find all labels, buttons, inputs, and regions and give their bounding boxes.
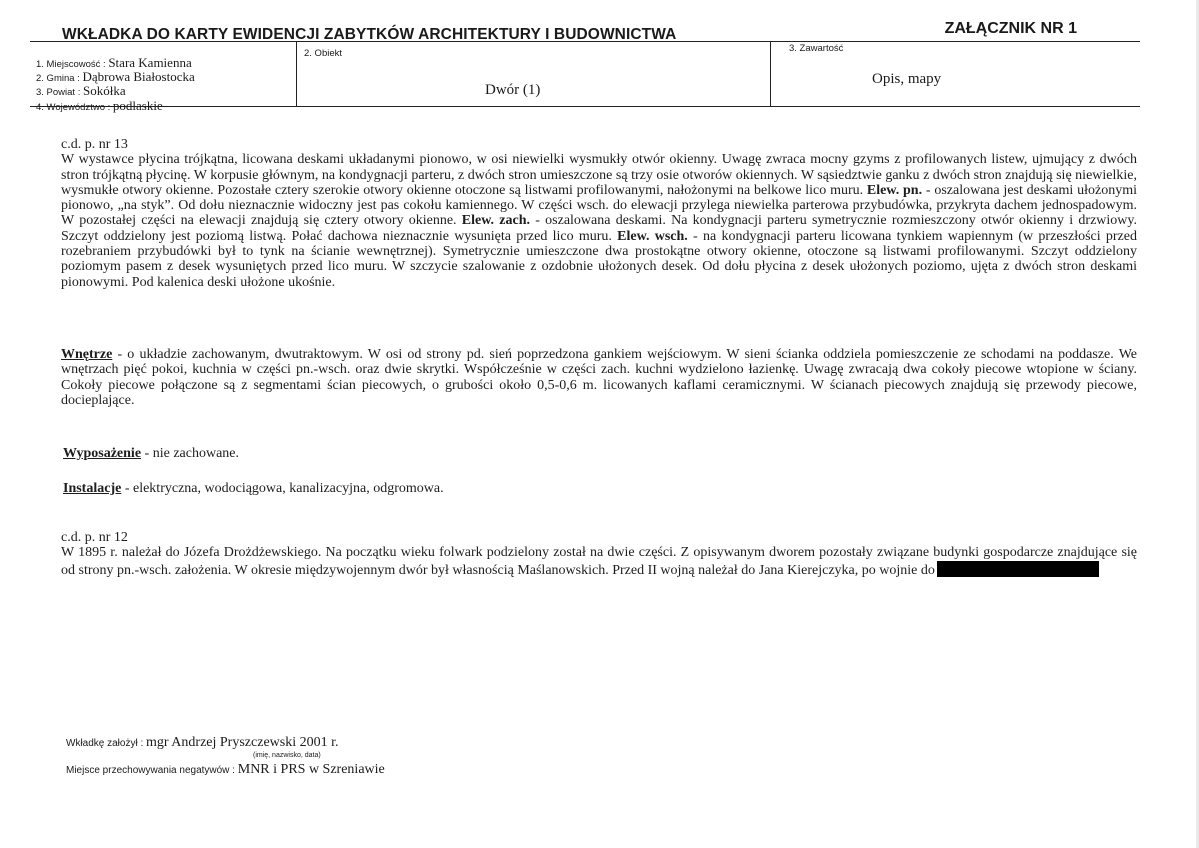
- text-segment: - na kondygnacji parteru licowana tynkiem wapiennym (w przeszłości przed rozebraniem przybudówki był to tynk na ścianie wewnętrznej). Symetrycznie umieszczone dwa prostokątne otwory okienne, otoczone są listwami profilowanymi. Szczyt oddzielony poziomym pasem z desek wysuniętych przed lico muru. W szczycie szalowanie z ozdobnie ułożonych desek. Od dołu płycina z desek ułożonych poziomo, ujęta z dwóch stron deskami pionowymi. Pod kalenica deski ułożone ukośnie.: [61, 228, 1137, 290]
- description-paragraph: [61, 137, 1137, 290]
- grid-divider: [770, 42, 771, 106]
- location-wojewodztwo: [36, 98, 163, 114]
- document-title: WKŁADKA DO KARTY EWIDENCJI ZABYTKÓW ARCHITEKTURY I BUDOWNICTWA: [62, 26, 677, 43]
- field-label: 4. Województwo :: [36, 102, 111, 113]
- text-segment: W 1895 r. należał do Józefa Drożdżewskiego. Na początku wieku folwark podzielony został na dwie części. Z opisywanym dworem pozostały związane budynki gospodarcze znajdujące się od strony pn.-wsch. założenia. W okresie międzywojennym dwór był własnością Maślanowskich. Przed II wojną należał do Jana Kierejczyka, po wojnie do: [61, 545, 1137, 578]
- field-value: Sokółka: [83, 83, 126, 98]
- text-segment: - elektryczna, wodociągowa, kanalizacyjna, odgromowa.: [121, 481, 444, 496]
- section-heading: Wnętrze: [61, 347, 113, 362]
- interior-paragraph: [61, 347, 1137, 408]
- field-label: 1. Miejscowość :: [36, 59, 106, 70]
- text-segment: - o układzie zachowanym, dwutraktowym. W osi od strony pd. sień poprzedzona gankiem wejściowym. W sieni ścianka oddziela pomieszczenie ze schodami na poddasze. We wnętrzach pięć pokoi, kuchnia w części pn.-wsch. oraz dwie skrytki. Współcześnie w części zach. kuchni wydzielono łazienkę. Uwagę zwracają dwa cokoły piecowe wtopione w ściany. Cokoły piecowe połączone są z segmentami ścian piecowych, o grubości około 0,5-0,6 m. licowanych kaflami ceramicznymi. W ścianach piecowych znajdują się przewody piecowe, docieplające.: [61, 347, 1137, 408]
- field-value: MNR i PRS w Szreniawie: [237, 762, 385, 777]
- section-heading: Instalacje: [63, 481, 122, 496]
- header-grid: [30, 42, 1140, 113]
- field-value: Stara Kamienna: [108, 55, 192, 70]
- history-paragraph: [61, 530, 1137, 578]
- contents-label: 3. Zawartość: [789, 43, 844, 54]
- author-sub-label: (imię, nazwisko, data): [253, 752, 321, 759]
- grid-divider: [296, 42, 297, 106]
- storage-line: [66, 762, 385, 778]
- section-heading: Wyposażenie: [63, 446, 142, 461]
- annex-label: ZAŁĄCZNIK NR 1: [944, 20, 1077, 37]
- section-heading: Elew. zach.: [461, 213, 531, 229]
- location-powiat: [36, 83, 126, 99]
- field-label: 2. Gmina :: [36, 73, 80, 84]
- equipment-paragraph: [63, 446, 1139, 461]
- text-segment: - nie zachowane.: [141, 446, 239, 461]
- object-label: 2. Obiekt: [304, 48, 343, 59]
- author-line: [66, 735, 339, 751]
- continuation-reference: c.d. p. nr 12: [61, 530, 128, 545]
- section-heading: Elew. wsch.: [617, 228, 688, 244]
- field-label: 3. Powiat :: [36, 87, 81, 98]
- text-segment: - oszalowana jest deskami ułożonymi pionowo, „na styk”. Od dołu nieznacznie widoczny jest pas cokołu kamiennego. W części wsch. do elewacji przylega niewielka parterowa przybudówka, przykryta dachem jednospadowym. W pozostałej części na elewacji znajdują się cztery otwory okienne.: [61, 182, 1137, 229]
- continuation-reference: c.d. p. nr 13: [61, 137, 128, 152]
- redaction-bar: [937, 561, 1099, 577]
- installations-paragraph: [63, 481, 1139, 496]
- section-heading: Elew. pn.: [866, 182, 923, 198]
- field-label: Wkładkę założył :: [66, 738, 144, 749]
- object-value: Dwór (1): [485, 82, 541, 98]
- field-value: mgr Andrzej Pryszczewski 2001 r.: [146, 735, 339, 750]
- field-value: podlaskie: [112, 98, 163, 113]
- field-label: Miejsce przechowywania negatywów :: [66, 765, 235, 776]
- field-value: Dąbrowa Białostocka: [82, 69, 195, 84]
- contents-value: Opis, mapy: [872, 71, 942, 87]
- text-segment: W wystawce płycina trójkątna, licowana deskami układanymi pionowo, w osi niewielki wysmukły otwór okienny. Uwagę zwraca mocny gzyms z profilowanych listew, ujmujący z dwóch stron trójkątną płycinę. W korpusie głównym, na kondygnacji parteru, z dwóch stron umieszczone są trzy osie otworów okiennych. W sąsiedztwie ganku z dwóch stron znajdują się niewielkie, wysmukłe otwory okienne. Pozostałe cztery szerokie otwory okienne otoczone są listwami profilowanymi, nałożonymi na belkowe lico muru.: [61, 152, 1137, 198]
- text-segment: - oszalowana deskami. Na kondygnacji parteru symetrycznie rozmieszczony otwór okienny i drzwiowy. Szczyt oddzielony jest poziomą listwą. Połać dachowa nieznacznie wysunięta przed lico muru.: [61, 213, 1137, 244]
